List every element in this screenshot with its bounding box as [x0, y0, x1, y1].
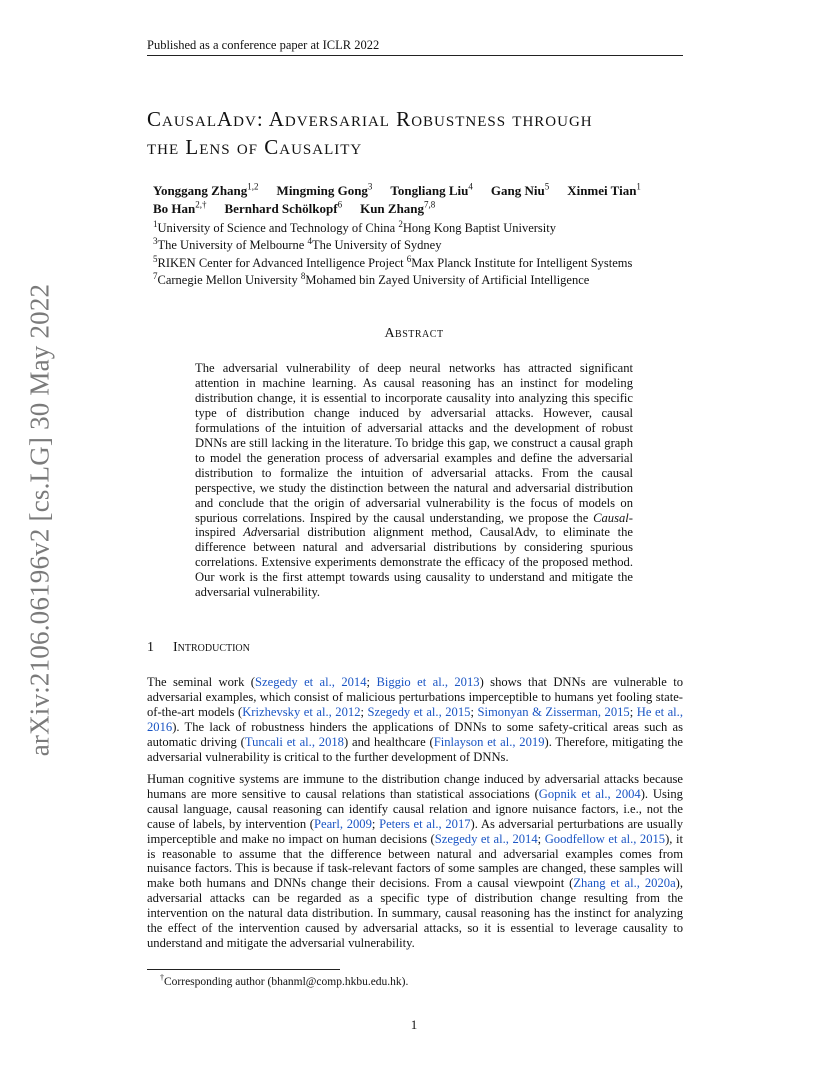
citation-link[interactable]: Gopnik et al., 2004 [538, 786, 641, 801]
author-name: Xinmei Tian [567, 183, 637, 199]
paragraph-text: ; [366, 675, 377, 689]
citation-link[interactable]: Goodfellow et al., 2015 [544, 831, 666, 846]
footnote [160, 973, 408, 988]
affiliation-name: RIKEN Center for Advanced Intelligence Project [157, 256, 407, 271]
citation-link[interactable]: Simonyan & Zisserman, 2015 [477, 704, 630, 719]
author-affiliation-mark: 1,2 [247, 182, 259, 192]
author-affiliation-mark: 6 [337, 200, 343, 210]
affiliation-mark: 1 [153, 219, 158, 229]
paragraph-text: ; [371, 816, 380, 831]
affiliation-name: Carnegie Mellon University [157, 273, 301, 288]
affiliation-name: The University of Sydney [311, 238, 442, 253]
citation-link[interactable]: Biggio et al., 2013 [376, 675, 480, 689]
paragraph-text: ). As adversarial perturbations are usually imperceptible and make no impact on human decisions ( [147, 816, 683, 846]
affiliation-mark: 5 [153, 254, 158, 264]
paper-title-line-1: CausalAdv: Adversarial Robustness through [147, 107, 593, 131]
footnote-mark: † [160, 973, 164, 982]
paragraph-text: ), it is reasonable to assume that the difference between natural and adversarial examples comes from nuisance factors. This is because if task-relevant factors of some samples are changed, these samples will make both humans and DNNs change their decisions. From a causal viewpoint ( [147, 831, 683, 891]
author-name: Gang Niu [490, 183, 545, 199]
authors-row-2 [153, 200, 453, 217]
affiliation-name: Hong Kong Baptist University [402, 221, 556, 236]
paper-title-line-2: the Lens of Causality [147, 135, 363, 159]
paragraph-text: ; [360, 704, 368, 719]
author-name: Bernhard Schölkopf [224, 201, 338, 217]
abstract-body [195, 361, 633, 600]
intro-paragraph-2 [147, 772, 683, 951]
paragraph-text: ; [537, 831, 545, 846]
affiliation-name: Max Planck Institute for Intelligent Systems [411, 256, 633, 271]
author-affiliation-mark: 5 [544, 182, 550, 192]
paragraph-text: ). Using causal language, causal reasoning can identify causal relation and ignore nuisance factors, i.e., not the cause of labels, by intervention ( [147, 786, 683, 831]
affiliation-mark: 8 [300, 271, 306, 281]
affiliation-line [153, 254, 632, 271]
author [360, 201, 435, 216]
abstract-heading: Abstract [384, 326, 444, 341]
paragraph-text: ) shows that DNNs are vulnerable to adversarial examples, which consist of malicious perturbations imperceptible to humans yet fooling state-of-the-art models ( [147, 675, 684, 719]
intro-paragraph-1 [147, 675, 683, 764]
page-number: 1 [410, 1017, 418, 1032]
abstract-emphasis: Causal [593, 510, 629, 525]
author-affiliation-mark: 4 [468, 182, 473, 192]
footnote-rule [147, 969, 340, 970]
footnote-text: Corresponding author (bhanml@comp.hkbu.edu.hk). [164, 975, 409, 988]
author [153, 183, 259, 198]
citation-link[interactable]: Peters et al., 2017 [379, 816, 471, 831]
paragraph-text: The seminal work ( [147, 675, 256, 689]
affiliation-line [153, 219, 556, 236]
author-name: Tongliang Liu [390, 183, 469, 199]
paragraph-text: ). The lack of robustness hinders the applications of DNNs to some safety-critical areas such as automatic driving ( [147, 719, 683, 749]
abstract-text: ersarial distribution alignment method, CausalAdv, to eliminate the difference between natural and adversarial distributions by considering spurious correlations. Extensive experiments demonstrate the efficacy of the proposed method. Our work is the first attempt towards using causality to understand and mitigate the adversarial vulnerability. [195, 525, 633, 600]
author-name: Mingming Gong [276, 183, 368, 199]
author [491, 183, 549, 198]
authors-row-1 [153, 182, 659, 199]
section-number: 1 [147, 640, 154, 655]
citation-link[interactable]: Szegedy et al., 2014 [434, 831, 538, 846]
affiliation-line [153, 236, 441, 253]
affiliation-name: Mohamed bin Zayed University of Artificial Intelligence [305, 273, 590, 288]
author-affiliation-mark: 2,† [195, 200, 207, 210]
abstract-text: The adversarial vulnerability of deep neural networks has attracted significant attention in machine learning. As causal reasoning has an instinct for modeling distribution change, it is essential to incorporate causality into analyzing this specific type of distribution change induced by adversarial attacks. However, causal formulations of the intuition of adversarial attacks and the development of robust DNNs are still lacking in the literature. To bridge this gap, we construct a causal graph to model the generation process of adversarial examples and define the adversarial distribution to formalize the intuition of adversarial attacks. From the causal perspective, we study the distinction between the natural and adversarial distribution and conclude that the origin of adversarial vulnerability is the focus of models on spurious correlations. Inspired by the causal understanding, we propose the [195, 361, 633, 525]
affiliation-mark: 3 [153, 236, 158, 246]
section-heading [147, 640, 250, 656]
arxiv-stamp-text: arXiv:2106.06196v2 [cs.LG] 30 May 2022 [24, 283, 55, 757]
author-name: Kun Zhang [360, 201, 425, 217]
citation-link[interactable]: Zhang et al., 2020a [573, 876, 676, 891]
paragraph-text: ; [629, 704, 637, 719]
citation-link[interactable]: Szegedy et al., 2015 [367, 704, 471, 719]
author-affiliation-mark: 3 [367, 182, 373, 192]
abstract-emphasis: Adv [243, 525, 263, 540]
affiliation-mark: 6 [406, 254, 412, 264]
affiliation-mark: 2 [398, 219, 403, 229]
running-head: Published as a conference paper at ICLR 2022 [147, 38, 380, 52]
affiliation-mark: 7 [153, 271, 158, 281]
paragraph-text: ) and healthcare ( [343, 734, 434, 749]
citation-link[interactable]: Tuncali et al., 2018 [244, 734, 344, 749]
author-affiliation-mark: 1 [636, 182, 641, 192]
paragraph-text: ; [470, 704, 478, 719]
affiliation-name: University of Science and Technology of China [157, 221, 399, 236]
citation-link[interactable]: Krizhevsky et al., 2012 [242, 704, 361, 719]
affiliation-name: The University of Melbourne [157, 238, 308, 253]
author [390, 183, 472, 198]
author-name: Bo Han [153, 201, 196, 217]
citation-link[interactable]: Pearl, 2009 [314, 816, 372, 831]
section-title: Introduction [173, 640, 250, 655]
citation-link[interactable]: Szegedy et al., 2014 [255, 675, 367, 689]
citation-link[interactable]: He et al., 2016 [147, 704, 683, 734]
citation-link[interactable]: Finlayson et al., 2019 [433, 734, 545, 749]
paragraph-text: Human cognitive systems are immune to the distribution change induced by adversarial attacks because humans are more sensitive to causal relations than statistical associations ( [147, 772, 683, 801]
affiliation-line [153, 271, 589, 288]
paragraph-text: ). Therefore, mitigating the adversarial vulnerability is critical to the further development of DNNs. [147, 734, 683, 764]
paragraph-text: ), adversarial attacks can be regarded as a specific type of distribution change resulting from the intervention on the natural data distribution. In summary, causal reasoning has the instinct for analyzing the effect of the intervention caused by adversarial attacks, so it is essential to leverage causality to understand and mitigate the adversarial vulnerability. [147, 876, 683, 950]
author-affiliation-mark: 7,8 [424, 200, 436, 210]
abstract-text: -inspired [195, 510, 633, 540]
author [277, 183, 373, 198]
header-rule [147, 55, 683, 56]
author [567, 183, 641, 198]
author-name: Yonggang Zhang [153, 183, 248, 199]
author [225, 201, 343, 216]
author [153, 201, 207, 216]
affiliation-mark: 4 [307, 236, 312, 246]
